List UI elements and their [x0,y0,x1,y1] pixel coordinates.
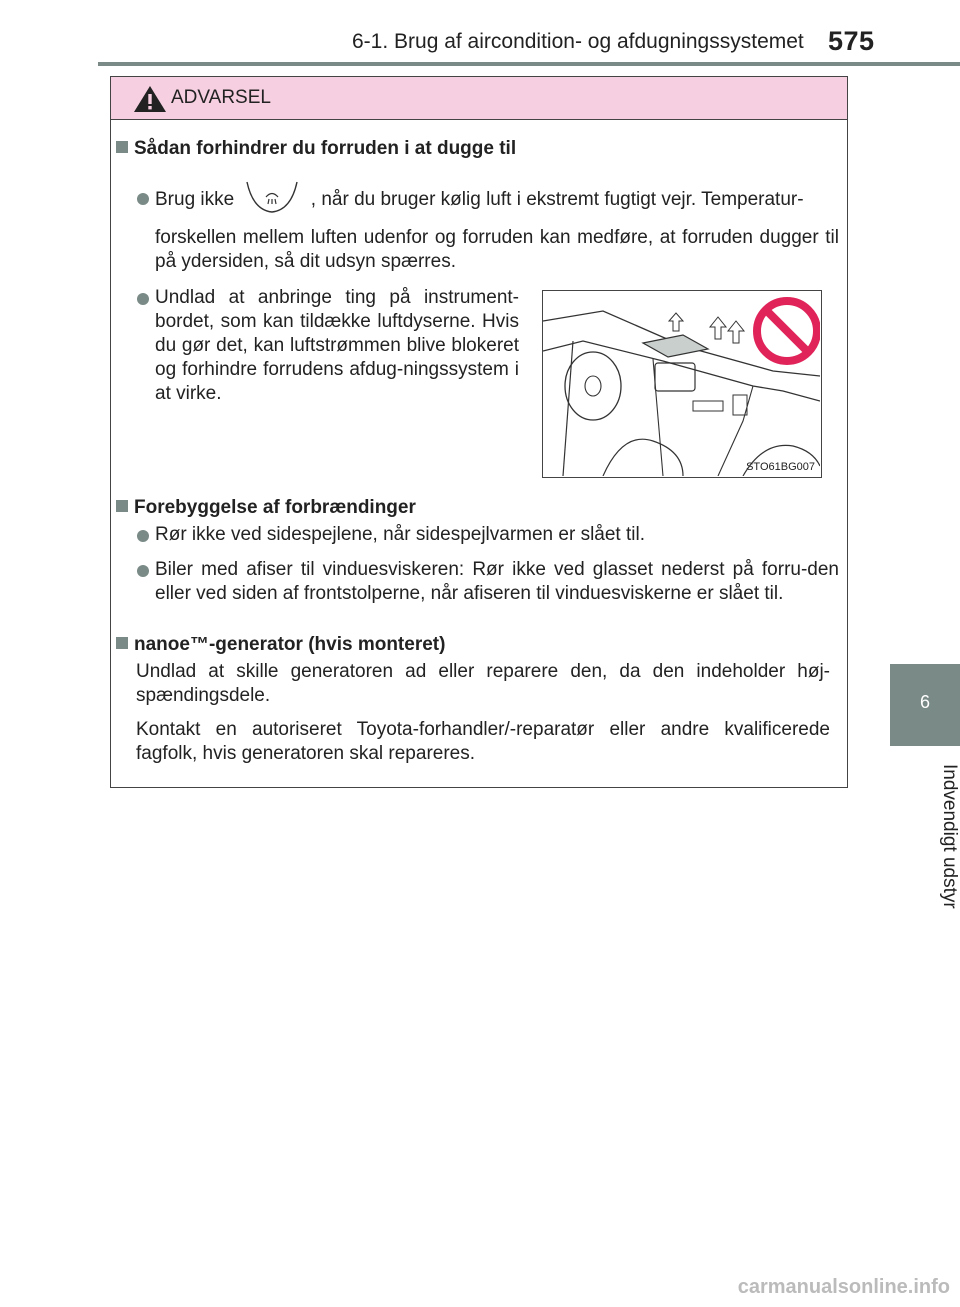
round-bullet-icon [137,565,149,577]
section-heading: Forebyggelse af forbrændinger [116,497,416,519]
bullet-text: Brug ikke , når du bruger kølig luft i ekstremt fugtigt vejr. Temperatur- [155,186,839,214]
warning-header [111,77,847,120]
section-heading: Sådan forhindrer du forruden i at dugge til [116,138,516,160]
prohibition-icon [757,301,817,361]
square-bullet-icon [116,500,128,512]
header-rule [98,62,960,66]
section-title: 6-1. Brug af aircondition- og afdugningssystemet [352,30,804,53]
square-bullet-icon [116,637,128,649]
figure-code: STO61BG007 [746,461,815,473]
watermark: carmanualsonline.info [737,1276,950,1298]
bullet-text: Undlad at anbringe ting på instrument-bordet, som kan tildække luftdyserne. Hvis du gør det, kan luftstrømmen blive blokeret og forhindre forrudens afdug-ningssystem i at virke. [155,287,519,404]
chapter-tab [890,664,960,746]
body-paragraph: Kontakt en autoriseret Toyota-forhandler/-reparatør eller andre kvalificerede fagfolk, hvis generatoren skal repareres. [136,719,830,764]
page-number: 575 [828,26,875,56]
dashboard-illustration [542,290,822,478]
round-bullet-icon [137,193,149,205]
bullet-text: Rør ikke ved sidespejlene, når sidespejlvarmen er slået til. [155,524,645,545]
section-heading: nanoe™-generator (hvis monteret) [116,634,445,656]
square-bullet-icon [116,141,128,153]
warning-triangle-icon [133,85,167,113]
chapter-number: 6 [919,692,930,712]
defogger-button-icon [243,180,301,214]
bullet-text: Biler med afiser til vinduesviskeren: Rør ikke ved glasset nederst på forru-den eller ved siden af frontstolperne, når afiseren til vinduesviskerne er slået til. [155,559,839,604]
chapter-title: Indvendigt udstyr [939,763,960,909]
round-bullet-icon [137,293,149,305]
body-paragraph: Undlad at skille generatoren ad eller reparere den, da den indeholder høj-spændingsdele. [136,661,830,706]
dashboard-drawing [543,291,820,476]
bullet-text-continued: forskellen mellem luften udenfor og forruden kan medføre, at forruden dugger til på ydersiden, så dit udsyn spærres. [155,227,839,272]
warning-title: ADVARSEL [171,87,271,108]
round-bullet-icon [137,530,149,542]
